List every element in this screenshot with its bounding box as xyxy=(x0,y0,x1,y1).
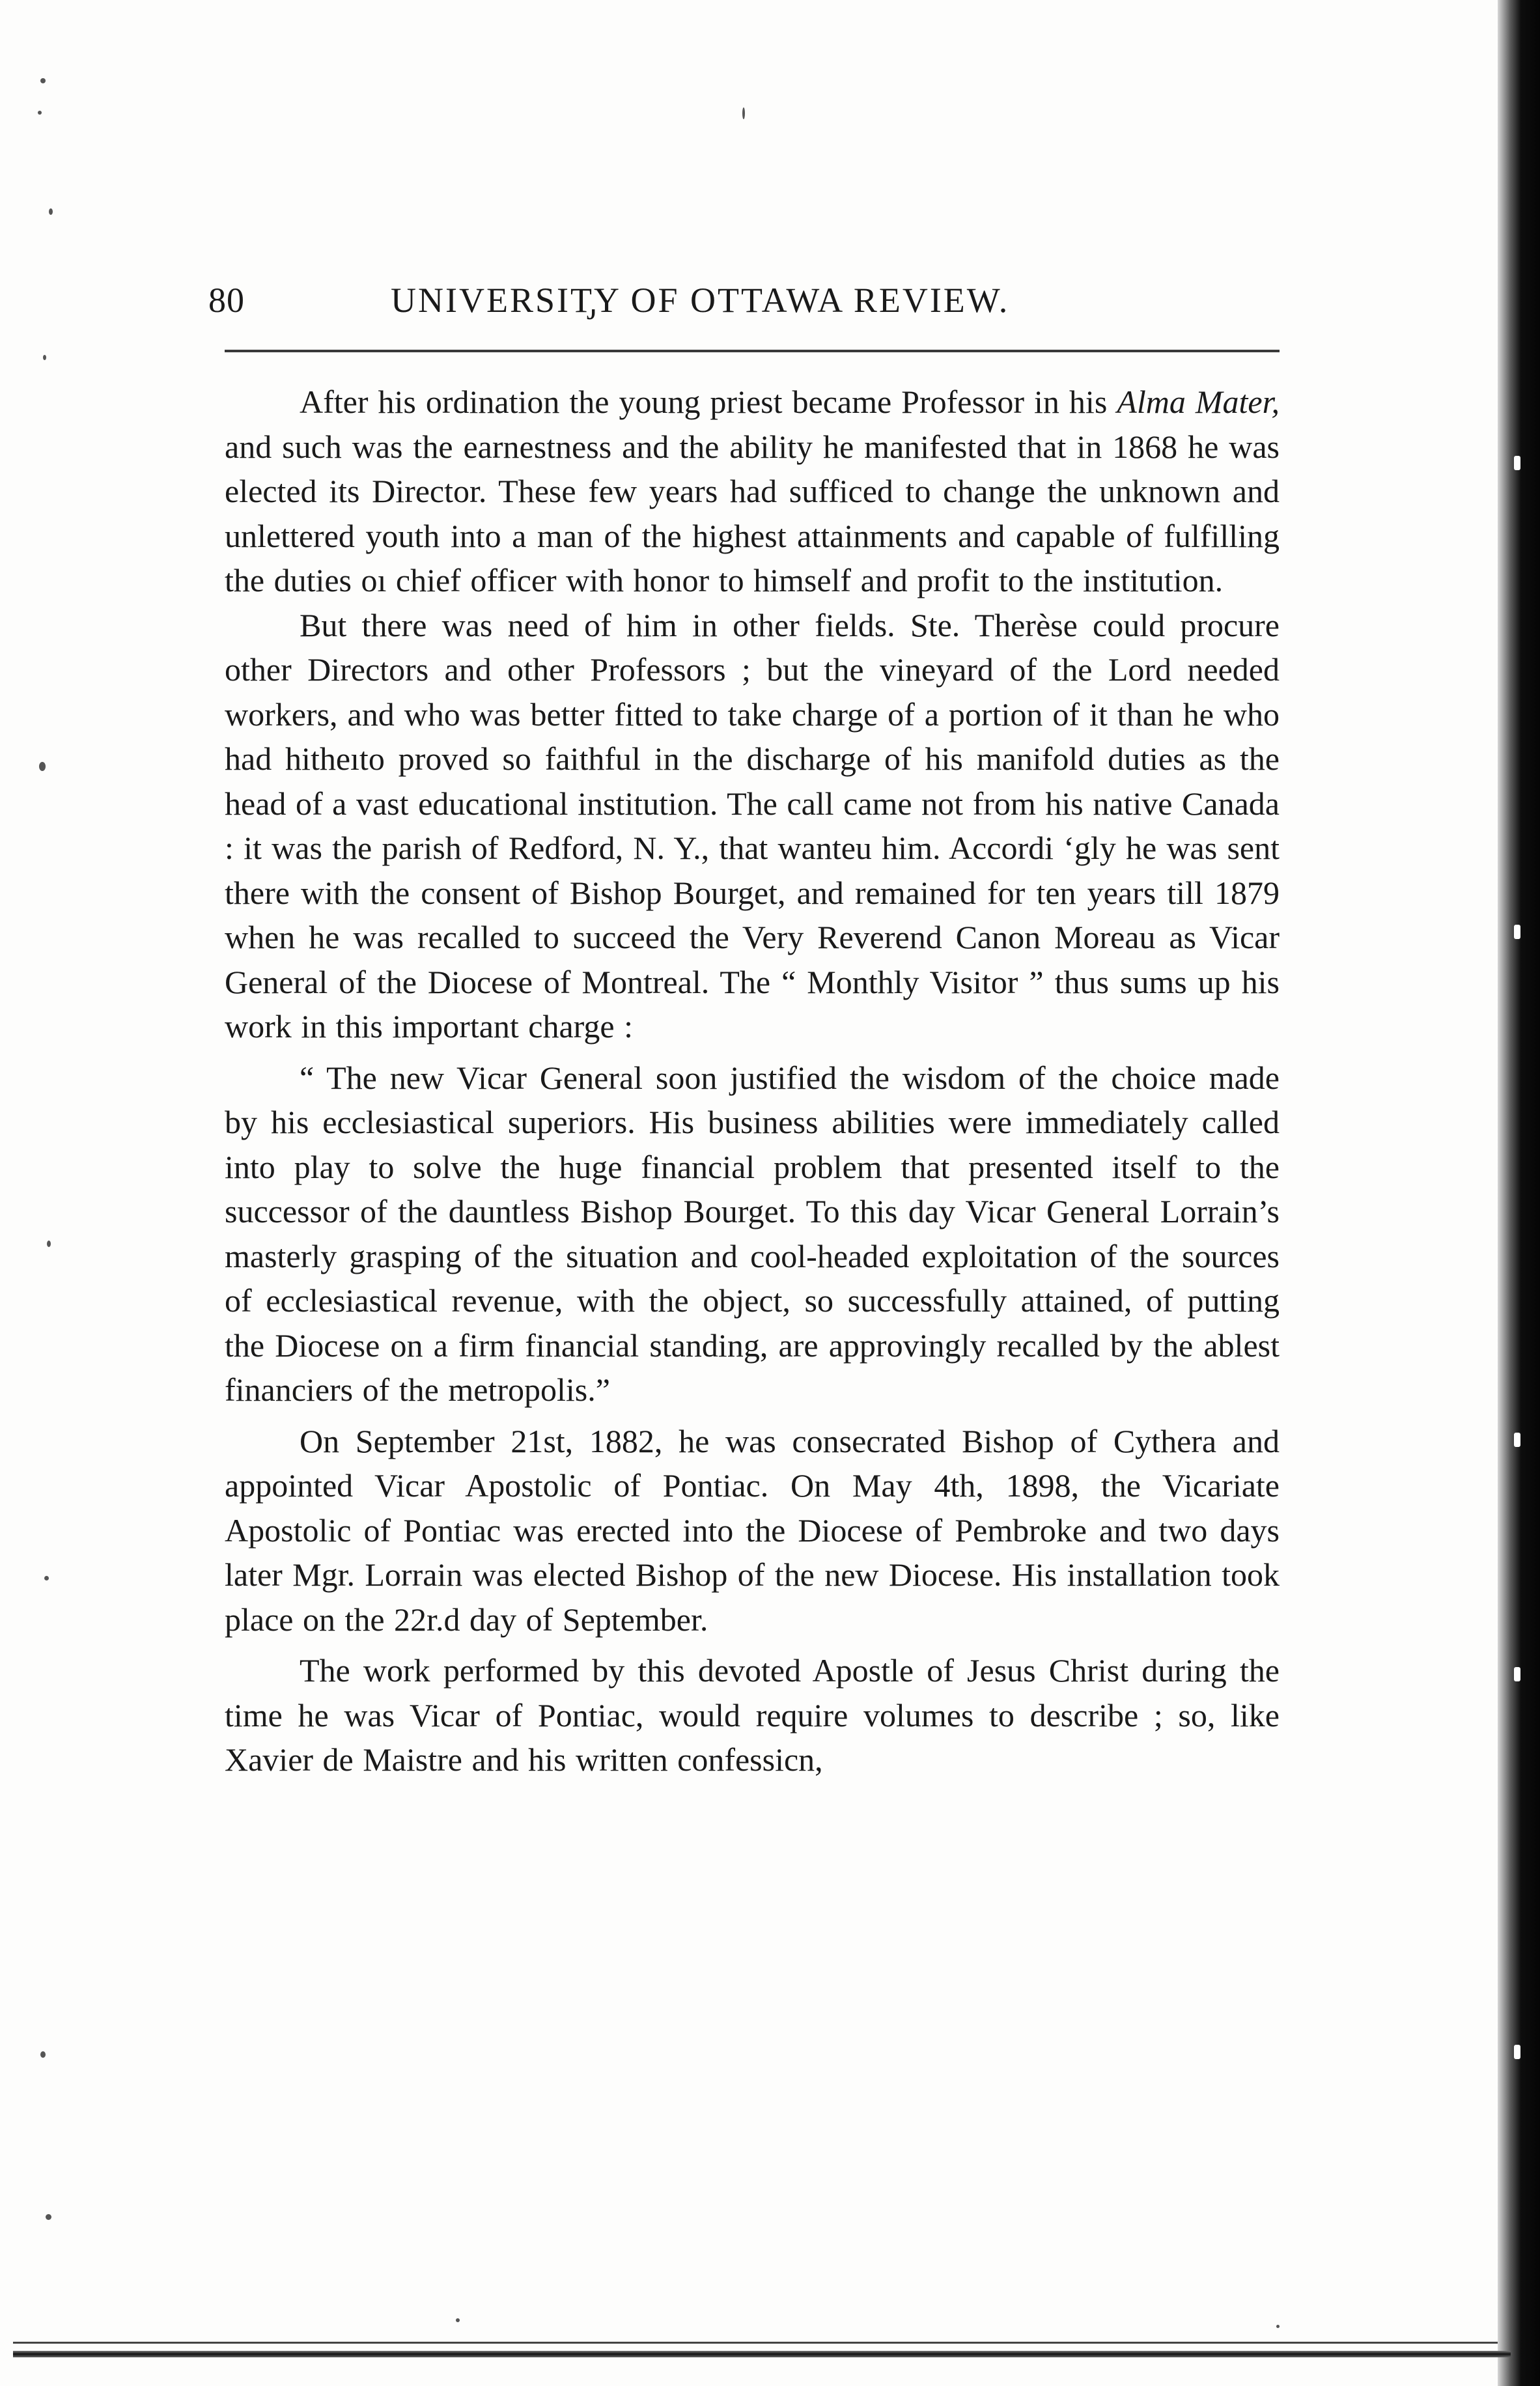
scan-speck xyxy=(1514,1667,1520,1681)
scan-speck xyxy=(40,78,46,83)
scan-speck xyxy=(1514,2045,1520,2059)
paragraph-1-rest: and such was the earnestness and the ability he manifested that in 1868 he was elected its Director. These few years had sufficed to change the unknown and unlettered youth into a man of the highest attainments and capable of fulfilling the duties oı chief officer with honor to himself and profit to the institution. xyxy=(225,428,1280,598)
alma-mater-italic: Alma Mater, xyxy=(1117,384,1280,420)
scan-edge-bottom xyxy=(13,2351,1511,2357)
paragraph-2: But there was need of him in other fields. Ste. Therèse could procure other Directors and other Professors ; but the vineyard of the Lord needed workers, and who was better fitted to take charge of a portion of it than he who had hitheıto proved so faithful in the discharge of his manifold duties as the head of a vast educational institution. The call came not from his native Canada : it was the parish of Redford, N. Y., that wanteu him. Accordi ʻgly he was sent there with the consent of Bishop Bourget, and remained for ten years till 1879 when he was recalled to succeed the Very Reverend Canon Moreau as Vicar General of the Diocese of Montreal. The “ Monthly Visitor ” thus sums up his work in this important charge : xyxy=(225,606,1280,1045)
scan-speck xyxy=(47,1241,51,1247)
scan-speck xyxy=(1276,2325,1280,2328)
scan-speck xyxy=(44,1576,49,1580)
scan-speck xyxy=(1514,456,1520,470)
running-title: UNIVERSIT̡Y OF OTTAWA REVIEW. xyxy=(391,281,1010,320)
scan-speck xyxy=(43,355,46,360)
scan-edge-bottom-thin xyxy=(13,2342,1498,2344)
scan-speck xyxy=(1514,1433,1520,1447)
article-body xyxy=(225,380,1280,1782)
scan-speck xyxy=(456,2318,460,2322)
scan-speck xyxy=(742,107,745,119)
paragraph-1-lead: After his ordination the young priest became Professor in his xyxy=(300,384,1117,420)
paragraph-1 xyxy=(225,380,1280,603)
scan-speck xyxy=(46,2214,51,2220)
scan-speck xyxy=(40,2051,46,2058)
quotation-paragraph: “ The new Vicar General soon justified the wisdom of the choice made by his ecclesiastical superiors. His business abilities were immediately called into play to solve the huge financial problem that presented itself to the successor of the dauntless Bishop Bourget. To this day Vicar General Lorrain’s masterly grasping of the situation and cool-headed exploitation of the sources of ecclesiastical revenue, with the object, so successfully attained, of putting the Diocese on a firm financial standing, are approvingly recalled by the ablest financiers of the metropolis.” xyxy=(225,1059,1280,1408)
scan-speck xyxy=(39,762,46,771)
scan-speck xyxy=(1514,925,1520,939)
header-rule xyxy=(225,350,1280,352)
page-number: 80 xyxy=(208,281,245,320)
page-header xyxy=(208,280,1302,332)
paragraph-4: On September 21st, 1882, he was consecrated Bishop of Cythera and appointed Vicar Apostolic of Pontiac. On May 4th, 1898, the Vicariate Apostolic of Pontiac was erected into the Diocese of Pembroke and two days later Mgr. Lorrain was elected Bishop of the new Diocese. His installation took place on the 22r.d day of September. xyxy=(225,1422,1280,1638)
scan-edge-right xyxy=(1498,0,1540,2386)
scan-speck xyxy=(49,208,53,215)
paragraph-5: The work performed by this devoted Apostle of Jesus Christ during the time he was Vicar of Pontiac, would require volumes to describe ; so, like Xavier de Maistre and his written confessicn, xyxy=(225,1652,1280,1778)
scan-speck xyxy=(38,111,42,115)
